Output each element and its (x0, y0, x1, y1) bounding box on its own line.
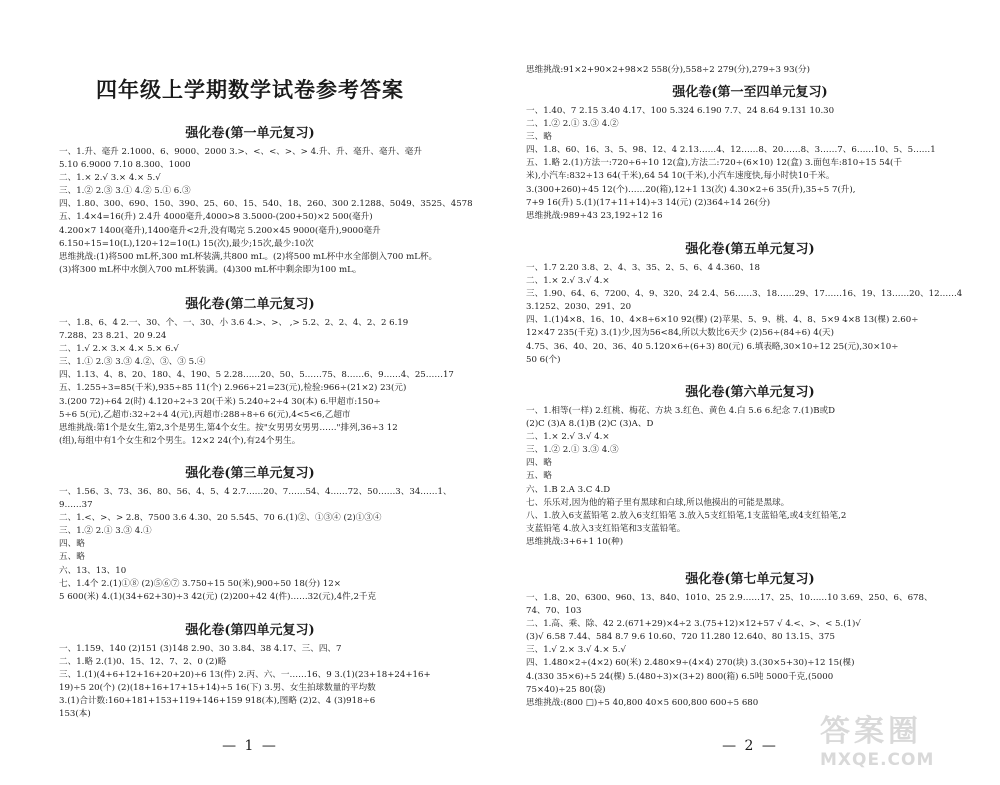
section-unit-1-4 (500, 83, 1000, 223)
page-number: — 2 — (722, 738, 778, 754)
answer-line: 思维挑战:989÷43 23,192÷12 16 (526, 210, 663, 221)
answer-line: 支蓝铅笔 4.放入3支红铅笔和3支蓝铅笔。 (526, 523, 686, 534)
section-unit-4 (0, 621, 500, 722)
answer-line: 一、1.相等(一样) 2.红桃、梅花、方块 3.红色、黄色 4.白 5.6 6.纪念 7.(1)B或D (526, 406, 835, 416)
section-heading: 强化卷(第一至四单元复习) (672, 85, 828, 100)
answer-line: 三、1.√ 2.× 3.√ 4.× 5.√ (526, 645, 626, 656)
answer-line: 三、略 (526, 132, 552, 143)
answer-line: 4.75、36、40、20、36、40 5.120×6÷(6+3) 80(元) 6.填表略,30×10÷12 25(元),30×10÷ (526, 341, 899, 352)
answer-line: 7.288、23 8.21、20 9.24 (59, 331, 167, 342)
answer-line: 七、乐乐对,因为他的箱子里有黑球和白球,所以他摸出的可能是黑球。 (526, 497, 790, 508)
watermark-url: MXQE.COM (820, 750, 935, 770)
section-heading: 强化卷(第七单元复习) (685, 572, 815, 587)
answer-line: 五、1.4×4=16(升) 2.4升 4000毫升,4000>8 3.5000-(200+50)×2 500(毫升) (59, 212, 373, 223)
answer-line: 二、1.高、乘、除、42 2.(671+29)×4÷2 3.(75+12)×12+57 √ 4.<、>、< 5.(1)√ (526, 619, 861, 630)
section-unit-3 (0, 464, 500, 604)
answer-line: 四、略 (59, 539, 85, 550)
answer-line: 二、1.× 2.√ 3.√ 4.× (526, 432, 610, 443)
answer-line: 74、70、103 (526, 606, 582, 617)
answer-line: (2)C (3)A 8.(1)B (2)C (3)A、D (526, 419, 654, 430)
answer-lines (0, 146, 500, 277)
page-right (500, 0, 1000, 785)
answer-line: 五、略 (59, 552, 85, 563)
section-unit-5 (500, 240, 1000, 367)
answer-line: 二、1.<、>、> 2.8、7500 3.6 4.30、20 5.545、70 6.(1)②、①③④ (2)①③④ (59, 513, 382, 524)
answer-line: 四、1.8、60、16、3、5、98、12、4 2.13……4、12……8、20……8、3……7、6……10、5、5……1 (526, 145, 936, 156)
answer-line: 六、13、13、10 (59, 565, 127, 576)
section-heading: 强化卷(第二单元复习) (185, 297, 315, 312)
answer-line: 7+9 16(升) 5.(1)(17+11+14)÷3 14(元) (2)364÷14 26(分) (526, 197, 771, 208)
answer-line: 四、1.(1)4×8、16、10、4×8÷6×10 92(棵) (2)苹果、5、9、桃、4、8、5×9 4×8 13(棵) 2.60÷ (526, 315, 919, 326)
document-title: 四年级上学期数学试卷参考答案 (96, 77, 404, 102)
answer-line: 四、1.80、300、690、150、390、25、60、15、540、18、260、300 2.1288、5049、3525、4578 (59, 199, 473, 210)
answer-line: 50 6(个) (526, 354, 561, 365)
answer-line: 一、1.56、3、73、36、80、56、4、5、4 2.7……20、7……54、4……72、50……3、34……1、 (59, 487, 452, 497)
answer-line: 5 600(米) 4.(1)(34+62+30)÷3 42(元) (2)200÷42 4(件)……32(元),4件,2千克 (59, 591, 377, 602)
answer-line: 3.(200 72)÷64 2(时) 4.120÷2÷3 20(千米) 5.240÷2÷4 30(本) 6.甲超市:150÷ (59, 396, 381, 407)
section-unit-1 (0, 124, 500, 277)
answer-line: 思维挑战:(1)将500 mL杯,300 mL杯装满,共800 mL。(2)将500 mL杯中水全部倒入700 mL杯。 (59, 251, 438, 262)
answer-line: 四、略 (526, 458, 552, 469)
page-number: — 1 — (222, 738, 278, 754)
answer-line: 3.(1)合计数:160+181+153+119+146+159 918(本),图略 (2)2、4 (3)918÷6 (59, 696, 376, 707)
answer-line: 一、1.40、7 2.15 3.40 4.17、100 5.324 6.190 7.7、24 8.64 9.131 10.30 (526, 106, 835, 116)
answer-line: 5÷6 5(元),乙超市:32÷2÷4 4(元),丙超市:288÷8÷6 6(元),4<5<6,乙超市 (59, 409, 351, 420)
answer-line: 四、1.13、4、8、20、180、4、190、5 2.28……20、50、5……75、8……6、9……4、25……17 (59, 370, 454, 381)
answer-line: 一、1.8、20、6300、960、13、840、1010、25 2.9……17、25、10……10 3.69、250、6、678、 (526, 593, 933, 603)
answer-line: 二、1.② 2.① 3.③ 4.② (526, 119, 619, 130)
section-heading: 强化卷(第四单元复习) (185, 623, 315, 638)
answer-line: 五、1.255÷3=85(千米),935÷85 11(个) 2.966÷21=23(元),检验:966÷(21×2) 23(元) (59, 383, 407, 394)
watermark-logo: 答案圈 (820, 714, 922, 749)
carryover-lines (500, 62, 1000, 77)
section-unit-2 (0, 295, 500, 448)
answer-line: 一、1.159、140 (2)151 (3)148 2.90、30 3.84、38 4.17、三、四、7 (59, 644, 342, 654)
answer-lines (0, 643, 500, 722)
answer-line: 一、1.7 2.20 3.8、2、4、3、35、2、5、6、4 4.360、18 (526, 263, 760, 273)
answer-line: 四、1.480×2÷(4×2) 60(米) 2.480×9÷(4×4) 270(块) 3.(30×5+30)÷12 15(棵) (526, 658, 855, 669)
section-heading: 强化卷(第一单元复习) (185, 126, 315, 141)
answer-line: 3.1252、2030、291、20 (526, 302, 632, 313)
section-heading: 强化卷(第三单元复习) (185, 466, 315, 481)
answer-line: 二、1.× 2.√ 3.√ 4.× (526, 276, 610, 287)
answer-line: 三、1.② 2.③ 3.① 4.② 5.① 6.③ (59, 186, 191, 197)
answer-line: 二、1.略 2.(1)0、15、12、7、2、0 (2)略 (59, 657, 227, 668)
answer-line: 5.10 6.9000 7.10 8.300、1000 (59, 160, 191, 171)
answer-lines (0, 486, 500, 604)
answer-line: 三、1.② 2.① 3.③ 4.① (59, 526, 152, 537)
answer-line: 4.(330 35×6)÷5 24(棵) 5.(480÷3)×(3+2) 800(箱) 6.5吨 5000千克,(5000 (526, 671, 834, 682)
answer-line: 思维挑战:3+6+1 10(种) (526, 536, 624, 547)
answer-line: 思维挑战:(800 □)÷5 40,800 40×5 600,800 600÷5 680 (526, 697, 759, 708)
answer-line: 9……37 (59, 500, 93, 511)
answer-lines (500, 405, 1000, 549)
answer-line: 八、1.放入6支蓝铅笔 2.放入6支红铅笔 3.放入5支红铅笔,1支蓝铅笔,或4支红铅笔,2 (526, 510, 847, 521)
answer-line: 米),小汽车:832÷13 64(千米),64 54 10(千米),小汽车速度快,每小时快10千米。 (526, 171, 835, 182)
answer-line: 三、1.(1)(4+6+12+16+20+20)÷6 13(件) 2.丙、六、一……16、9 3.(1)(23+18+24+16+ (59, 670, 431, 681)
answer-lines (500, 592, 1000, 710)
answer-line: 三、1.② 2.① 3.③ 4.③ (526, 445, 619, 456)
answer-line: 五、1.略 2.(1)方法一:720÷6÷10 12(盒),方法二:720÷(6×10) 12(盒) 3.面包车:810÷15 54(千 (526, 158, 902, 169)
answer-line: (组),每组中有1个女生和2个男生。12×2 24(个),有24个男生。 (59, 435, 301, 446)
section-unit-6 (500, 383, 1000, 549)
answer-line: 153(本) (59, 709, 91, 720)
answer-line: 75×40)÷25 80(袋) (526, 684, 606, 695)
answer-line: 19)÷5 20(个) (2)(18+16+17+15+14)÷5 16(下) 3.男、女生拍球数量的平均数 (59, 683, 376, 694)
answer-line: 3.(300+260)÷45 12(个)……20(箱),12+1 13(次) 4.30×2÷6 35(升),35÷5 7(升), (526, 184, 856, 195)
answer-line: 思维挑战:第1个是女生,第2,3个是男生,第4个女生。按"女男男女男男……"排列,36÷3 12 (59, 422, 398, 433)
answer-line: (3)√ 6.58 7.44、584 8.7 9.6 10.60、720 11.280 12.640、80 13.15、375 (526, 632, 835, 643)
answer-lines (0, 317, 500, 448)
section-unit-7 (500, 570, 1000, 710)
answer-line: 三、1.① 2.③ 3.③ 4.②、③、③ 5.④ (59, 357, 206, 368)
answer-line: 五、略 (526, 471, 552, 482)
answer-lines (500, 64, 1000, 77)
answer-line: 二、1.× 2.√ 3.× 4.× 5.√ (59, 173, 161, 184)
answer-lines (500, 105, 1000, 223)
answer-lines (500, 262, 1000, 367)
answer-line: 一、1.升、毫升 2.1000、6、9000、2000 3.>、<、<、>、> 4.升、升、毫升、毫升、毫升 (59, 147, 422, 157)
answer-line: 一、1.8、6、4 2.一、30、个、一、30、小 3.6 4.>、>、 ,> 5.2、2、2、4、2、2 6.19 (59, 318, 409, 328)
watermark (820, 715, 990, 780)
answer-line: 4.200×7 1400(毫升),1400毫升<2升,没有喝完 5.200×45 9000(毫升),9000毫升 (59, 225, 381, 236)
answer-line: 思维挑战:91×2+90×2+98×2 558(分),558÷2 279(分),279÷3 93(分) (526, 65, 810, 75)
answer-line: 三、1.90、64、6、7200、4、9、320、24 2.4、56……3、18……29、17……16、19、13……20、12……4 (526, 289, 963, 300)
answer-line: 6.150÷15=10(L),120÷12=10(L) 15(次),最少;15次,最少:10次 (59, 238, 314, 249)
answer-line: 六、1.B 2.A 3.C 4.D (526, 484, 611, 495)
answer-line: 12×47 235(千克) 3.(1)少,因为56<84,所以大数比6天少 (2)56÷(84÷6) 4(天) (526, 328, 834, 339)
answer-line: (3)将300 mL杯中水倒入700 mL杯装满。(4)300 mL杯中剩余即为100 mL。 (59, 264, 362, 275)
section-heading: 强化卷(第五单元复习) (685, 242, 815, 257)
answer-line: 七、1.4个 2.(1)①⑧ (2)⑤⑥⑦ 3.750÷15 50(米),900÷50 18(分) 12× (59, 578, 341, 589)
section-heading: 强化卷(第六单元复习) (685, 385, 815, 400)
answer-line: 二、1.√ 2.× 3.× 4.× 5.× 6.√ (59, 344, 179, 355)
